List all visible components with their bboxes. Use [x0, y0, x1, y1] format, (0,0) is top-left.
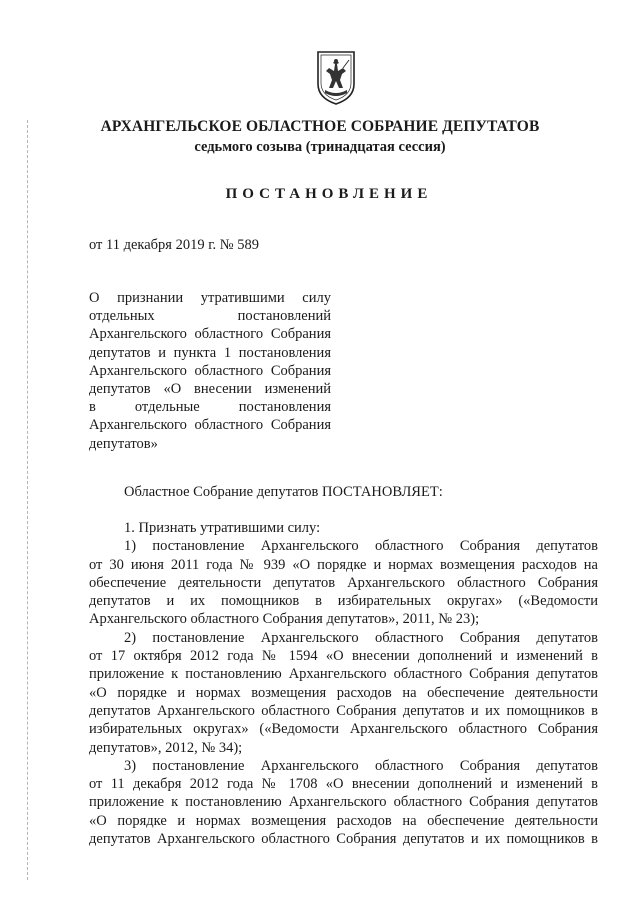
body-line: приложение к постановлению Архангельского областного Собрания депутатов: [89, 794, 598, 811]
body-line: депутатов», 2012, № 34);: [89, 739, 243, 756]
body-line: 1. Признать утратившими силу:: [124, 520, 321, 536]
body-line: депутатов и их помощников в избирательных округах» («Ведомости: [89, 593, 598, 610]
body-line: избирательных округах» («Ведомости Архангельского областного Собрания: [89, 721, 598, 738]
body-line: депутатов Архангельского областного Собрания депутатов и их помощников в: [89, 831, 598, 848]
subject-line: депутатов»: [89, 435, 158, 452]
assembly-name: АРХАНГЕЛЬСКОЕ ОБЛАСТНОЕ СОБРАНИЕ ДЕПУТАТОВ: [100, 118, 540, 135]
subject-line: Архангельского областного Собрания: [89, 417, 331, 434]
subject-line: депутатов «О внесении изменений: [89, 381, 331, 398]
date-number-line: от 11 декабря 2019 г. № 589: [89, 237, 259, 253]
subject-line: О признании утратившими силу: [89, 290, 331, 306]
body-line: 3) постановление Архангельского областного Собрания депутатов: [124, 757, 598, 774]
convocation: седьмого созыва (тринадцатая сессия): [194, 139, 446, 155]
document-type: ПОСТАНОВЛЕНИЕ: [225, 186, 433, 202]
body-line: Архангельского областного Собрания депутатов», 2011, № 23);: [89, 611, 480, 628]
body-line: приложение к постановлению Архангельского областного Собрания депутатов: [89, 666, 598, 683]
body-line: от 11 декабря 2012 года № 1708 «О внесении дополнений и изменений в: [89, 776, 598, 793]
coat-of-arms-icon: [316, 50, 356, 106]
body-line: 1) постановление Архангельского областного Собрания депутатов: [124, 538, 598, 555]
body-line: депутатов Архангельского областного Собрания депутатов и их помощников в: [89, 702, 598, 719]
body-line: «О порядке и нормах возмещения расходов на обеспечение деятельности: [89, 812, 598, 829]
document-body: [89, 519, 598, 848]
body-line: от 17 октября 2012 года № 1594 «О внесении дополнений и изменений в: [89, 648, 598, 665]
subject-line: депутатов и пункта 1 постановления: [89, 344, 331, 361]
preamble: Областное Собрание депутатов ПОСТАНОВЛЯЕТ:: [124, 484, 443, 500]
subject-line: отдельных постановлений: [89, 308, 331, 325]
subject-line: Архангельского областного Собрания: [89, 326, 331, 343]
body-line: «О порядке и нормах возмещения расходов на обеспечение деятельности: [89, 684, 598, 701]
body-line: 2) постановление Архангельского областного Собрания депутатов: [124, 629, 598, 646]
subject-line: Архангельского областного Собрания: [89, 362, 331, 379]
subject-line: в отдельные постановления: [89, 399, 331, 416]
body-line: обеспечение деятельности депутатов Архангельского областного Собрания: [89, 574, 598, 591]
document-subject: [89, 289, 331, 453]
scan-margin-line: [27, 120, 28, 880]
body-line: от 30 июня 2011 года № 939 «О порядке и нормах возмещения расходов на: [89, 556, 598, 573]
